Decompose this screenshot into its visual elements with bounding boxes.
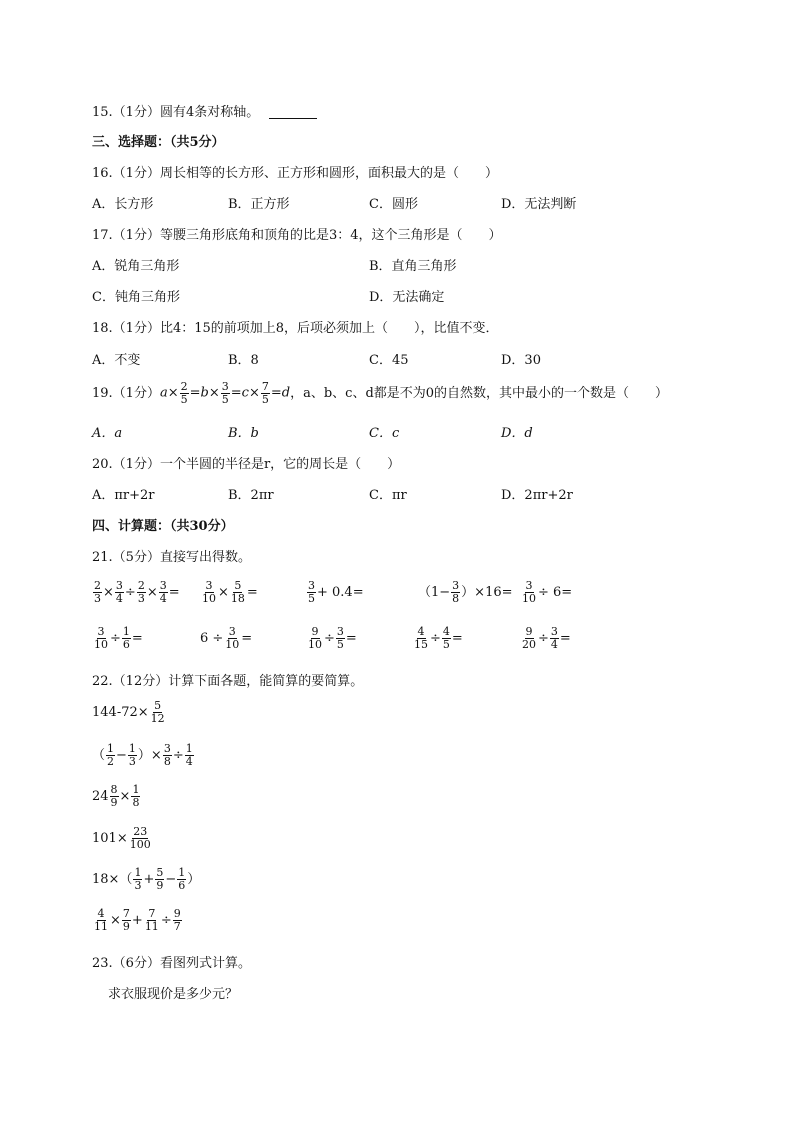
- question-15-text: 15.（1分）圆有4条对称轴。: [92, 105, 260, 120]
- q21-expr-5: $\frac{3}{10}$ ÷ 6=: [522, 579, 573, 605]
- q22-expr-5: 18×（ $\frac{1}{3}$ + $\frac{5}{9}$ − $\frac{1}{6}$ ）: [92, 866, 201, 892]
- q21-expr-1: $\frac{2}{3}$ × $\frac{3}{4}$ ÷ $\frac{2}{3}$ × $\frac{3}{4}$ =: [94, 579, 180, 605]
- question-17-stem: 17.（1分）等腰三角形底角和顶角的比是3：4，这个三角形是（ ）: [92, 228, 502, 243]
- q17-option-c[interactable]: C．钝角三角形: [92, 290, 180, 305]
- question-16-stem: 16.（1分）周长相等的长方形、正方形和圆形，面积最大的是（ ）: [92, 166, 498, 181]
- q18-option-d[interactable]: D．30: [501, 353, 541, 368]
- q16-option-c[interactable]: C．圆形: [369, 197, 418, 212]
- question-18-stem: 18.（1分）比4：15的前项加上8，后项必须加上（ ），比值不变．: [92, 321, 499, 336]
- q20-option-c[interactable]: C．πr: [369, 488, 407, 503]
- q20-option-b[interactable]: B．2πr: [228, 488, 274, 503]
- question-19-stem: [92, 381, 668, 405]
- q19-option-a[interactable]: A．a: [92, 426, 123, 441]
- q21-expr-9: $\frac{4}{15}$ ÷ $\frac{4}{5}$ =: [414, 625, 463, 651]
- q19-option-b[interactable]: B．b: [228, 426, 259, 441]
- question-21-stem: 21.（5分）直接写出得数。: [92, 550, 251, 565]
- q22-expr-1: 144-72× $\frac{5}{12}$: [92, 699, 165, 725]
- answer-blank[interactable]: [269, 106, 317, 119]
- section-4-title: 四、计算题：（共30分）: [92, 519, 234, 534]
- q16-option-b[interactable]: B．正方形: [228, 197, 290, 212]
- q22-expr-4: 101× $\frac{23}{100}$: [92, 825, 151, 851]
- question-23-stem: 23.（6分）看图列式计算。: [92, 956, 251, 971]
- question-23-subquestion: 求衣服现价是多少元？: [108, 987, 239, 1002]
- q17-option-d[interactable]: D．无法确定: [369, 290, 445, 305]
- q17-option-a[interactable]: A．锐角三角形: [92, 259, 180, 274]
- q22-expr-2: （ $\frac{1}{2}$ − $\frac{1}{3}$ ）× $\frac{3}{8}$ ÷ $\frac{1}{4}$: [92, 742, 193, 768]
- q18-option-b[interactable]: B．8: [228, 353, 259, 368]
- q17-option-b[interactable]: B．直角三角形: [369, 259, 457, 274]
- q21-expr-2: $\frac{3}{10}$ × $\frac{5}{18}$ =: [202, 579, 258, 605]
- q22-expr-6: $\frac{4}{11}$ × $\frac{7}{9}$ + $\frac{7}{11}$ ÷ $\frac{9}{7}$: [94, 907, 181, 933]
- q21-expr-10: $\frac{9}{20}$ ÷ $\frac{3}{4}$ =: [522, 625, 571, 651]
- q19-equation: a× $\frac{2}{5}$ =b× $\frac{3}{5}$ =c× $\frac{7}{5}$ =d: [159, 380, 291, 406]
- q22-expr-3: 24 $\frac{8}{9}$ × $\frac{1}{8}$: [92, 783, 140, 809]
- q20-option-d[interactable]: D．2πr+2r: [501, 488, 573, 503]
- q21-expr-7: 6 ÷ $\frac{3}{10}$ =: [200, 625, 253, 651]
- q19-option-d[interactable]: D．d: [501, 426, 533, 441]
- q21-expr-3: $\frac{3}{5}$ + 0.4=: [308, 579, 364, 605]
- q21-expr-8: $\frac{9}{10}$ ÷ $\frac{3}{5}$ =: [308, 625, 357, 651]
- q19-suffix: ，a、b、c、d都是不为0的自然数，其中最小的一个数是（ ）: [290, 385, 669, 401]
- q16-option-a[interactable]: A．长方形: [92, 197, 154, 212]
- question-22-stem: 22.（12分）计算下面各题，能简算的要简算。: [92, 674, 364, 689]
- question-15: [92, 106, 317, 119]
- q21-expr-6: $\frac{3}{10}$ ÷ $\frac{1}{6}$ =: [94, 625, 143, 651]
- q19-prefix: 19.（1分）: [92, 385, 160, 401]
- question-20-stem: 20.（1分）一个半圆的半径是r，它的周长是（ ）: [92, 457, 401, 472]
- section-3-title: 三、选择题：（共5分）: [92, 135, 225, 150]
- q18-option-a[interactable]: A．不变: [92, 353, 141, 368]
- q16-option-d[interactable]: D．无法判断: [501, 197, 577, 212]
- q20-option-a[interactable]: A．πr+2r: [92, 488, 155, 503]
- q21-expr-4: （1− $\frac{3}{8}$ ）×16=: [418, 579, 513, 605]
- q18-option-c[interactable]: C．45: [369, 353, 409, 368]
- q19-option-c[interactable]: C．c: [369, 426, 400, 441]
